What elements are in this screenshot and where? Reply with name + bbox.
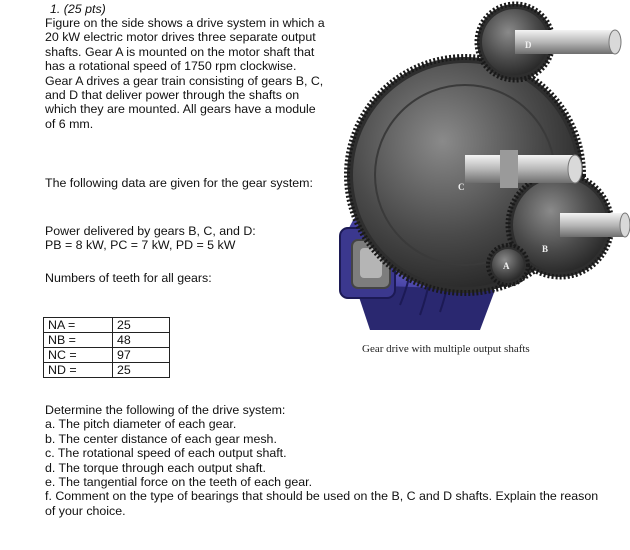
question-e: e. The tangential force on the teeth of each gear. [45, 475, 313, 490]
teeth-label-a: NA = [44, 318, 113, 333]
teeth-value-a: 25 [113, 318, 170, 333]
shaft-b [560, 213, 630, 237]
problem-intro: Figure on the side shows a drive system in which a 20 kW electric motor drives three separate output shafts. Gear A is mounted on the motor shaft that has a rotational speed of 1750 rpm clockwise. Gear A drives a gear train consisting of gears B, C, and D that deliver power through the shafts on which they are mounted. All gears have a module of 6 mm. [45, 16, 325, 131]
power-line-2: PB = 8 kW, PC = 7 kW, PD = 5 kW [45, 238, 236, 252]
power-line-1: Power delivered by gears B, C, and D: [45, 224, 256, 238]
problem-heading: 1. (25 pts) [50, 2, 106, 16]
determine-heading: Determine the following of the drive system: [45, 403, 286, 417]
gear-drive-illustration [330, 0, 630, 335]
figure-caption: Gear drive with multiple output shafts [362, 343, 530, 355]
question-b: b. The center distance of each gear mesh. [45, 431, 277, 446]
teeth-label-b: NB = [44, 333, 113, 348]
label-a: A [503, 261, 510, 271]
table-row [44, 318, 170, 333]
teeth-intro: Numbers of teeth for all gears: [45, 271, 212, 285]
questions-block [45, 403, 605, 518]
teeth-value-b: 48 [113, 333, 170, 348]
shaft-c [465, 150, 582, 188]
table-row [44, 333, 170, 348]
teeth-value-d: 25 [113, 363, 170, 378]
data-intro: The following data are given for the gear system: [45, 176, 313, 190]
question-f: f. Comment on the type of bearings that should be used on the B, C and D shafts. Explain the reason of your choice. [45, 489, 599, 518]
table-row [44, 348, 170, 363]
label-b: B [542, 244, 549, 254]
question-d: d. The torque through each output shaft. [45, 460, 266, 475]
teeth-label-d: ND = [44, 363, 113, 378]
question-a: a. The pitch diameter of each gear. [45, 417, 237, 432]
label-d: D [525, 40, 532, 50]
label-c: C [458, 182, 465, 192]
table-row [44, 363, 170, 378]
teeth-table [43, 317, 170, 378]
teeth-value-c: 97 [113, 348, 170, 363]
question-c: c. The rotational speed of each output shaft. [45, 446, 287, 461]
teeth-label-c: NC = [44, 348, 113, 363]
